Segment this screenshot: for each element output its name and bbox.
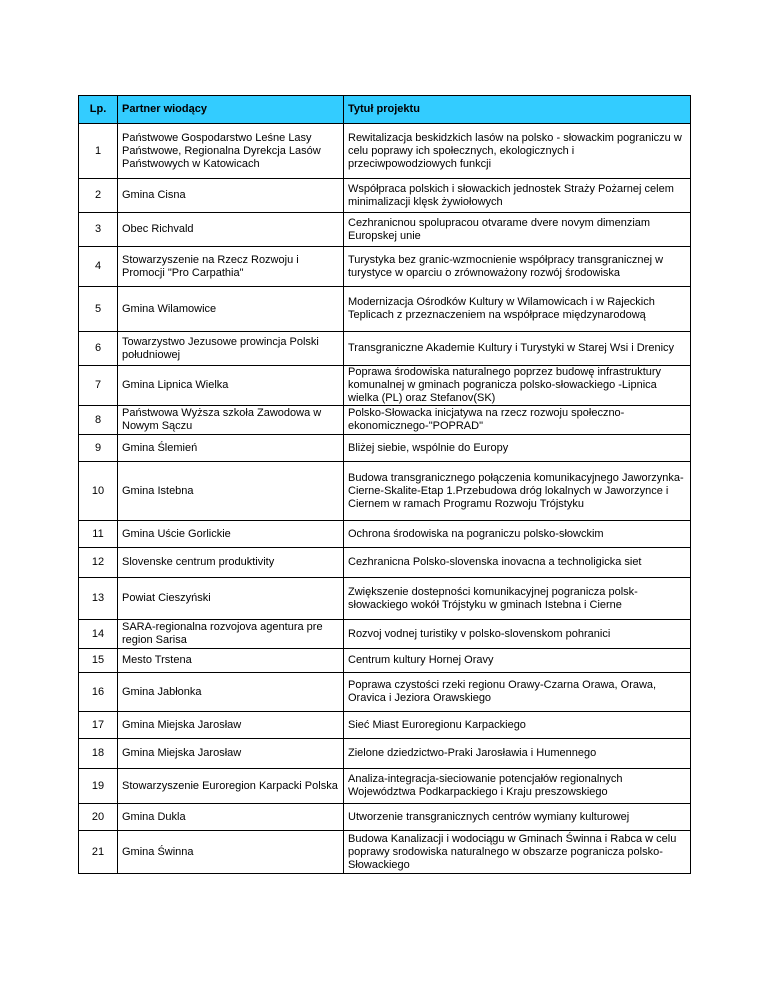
row-number: 6 — [79, 332, 118, 366]
project-title-cell: Cezhranicna Polsko-slovenska inovacna a technoligicka siet — [344, 548, 691, 578]
row-number: 20 — [79, 804, 118, 831]
row-number: 2 — [79, 179, 118, 213]
project-title-cell: Sieć Miast Euroregionu Karpackiego — [344, 712, 691, 739]
partner-cell: Towarzystwo Jezusowe prowincja Polski południowej — [118, 332, 344, 366]
partner-cell: Gmina Cisna — [118, 179, 344, 213]
table-row — [79, 332, 691, 366]
partner-cell: SARA-regionalna rozvojova agentura pre region Sarisa — [118, 620, 344, 649]
table-row — [79, 366, 691, 406]
table-row — [79, 769, 691, 804]
row-number: 17 — [79, 712, 118, 739]
row-number: 9 — [79, 435, 118, 462]
row-number: 10 — [79, 462, 118, 521]
project-title-cell: Polsko-Słowacka inicjatywa na rzecz rozwoju społeczno-ekonomicznego-"POPRAD" — [344, 406, 691, 435]
row-number: 13 — [79, 578, 118, 620]
row-number: 3 — [79, 213, 118, 247]
projects-table — [78, 95, 691, 874]
table-row — [79, 287, 691, 332]
table-row — [79, 462, 691, 521]
project-title-cell: Transgraniczne Akademie Kultury i Turystyki w Starej Wsi i Drenicy — [344, 332, 691, 366]
row-number: 15 — [79, 649, 118, 673]
partner-cell: Stowarzyszenie na Rzecz Rozwoju i Promocji "Pro Carpathia" — [118, 247, 344, 287]
table-row — [79, 831, 691, 874]
table-row — [79, 406, 691, 435]
table-row — [79, 213, 691, 247]
project-title-cell: Centrum kultury Hornej Oravy — [344, 649, 691, 673]
project-title-cell: Współpraca polskich i słowackich jednostek Straży Pożarnej celem minimalizacji klęsk żywiołowych — [344, 179, 691, 213]
header-row — [79, 96, 691, 124]
project-title-cell: Analiza-integracja-sieciowanie potencjałów regionalnych Województwa Podkarpackiego i Kraju preszowskiego — [344, 769, 691, 804]
project-title-cell: Poprawa środowiska naturalnego poprzez budowę infrastruktury komunalnej w gminach pogranicza polsko-słowackiego -Lipnica wielka (PL) oraz Stefanov(SK) — [344, 366, 691, 406]
project-title-cell: Zwiększenie dostepności komunikacyjnej pogranicza polsk-słowackiego wokół Trójstyku w gminach Istebna i Cierne — [344, 578, 691, 620]
header-lp: Lp. — [79, 96, 118, 124]
project-title-cell: Poprawa czystości rzeki regionu Orawy-Czarna Orawa, Orawa, Oravica i Jeziora Orawskiego — [344, 673, 691, 712]
row-number: 7 — [79, 366, 118, 406]
table-row — [79, 739, 691, 769]
partner-cell: Gmina Istebna — [118, 462, 344, 521]
project-title-cell: Budowa transgranicznego połączenia komunikacyjnego Jaworzynka-Cierne-Skalite-Etap 1.Przebudowa dróg lokalnych w Jaworzynce i Ciernem w ramach Programu Rozwoju Trójstyku — [344, 462, 691, 521]
row-number: 5 — [79, 287, 118, 332]
partner-cell: Państwowa Wyższa szkoła Zawodowa w Nowym Sączu — [118, 406, 344, 435]
partner-cell: Powiat Cieszyński — [118, 578, 344, 620]
project-title-cell: Utworzenie transgranicznych centrów wymiany kulturowej — [344, 804, 691, 831]
project-title-cell: Turystyka bez granic-wzmocnienie współpracy transgranicznej w turystyce w oparciu o zrównoważony rozwój środowiska — [344, 247, 691, 287]
project-title-cell: Rewitalizacja beskidzkich lasów na polsko - słowackim pograniczu w celu poprawy ich społecznych, ekologicznych i przeciwpowodziowych funkcji — [344, 124, 691, 179]
project-title-cell: Ochrona środowiska na pograniczu polsko-słowckim — [344, 521, 691, 548]
partner-cell: Gmina Dukla — [118, 804, 344, 831]
partner-cell: Slovenske centrum produktivity — [118, 548, 344, 578]
partner-cell: Gmina Jabłonka — [118, 673, 344, 712]
row-number: 11 — [79, 521, 118, 548]
table-row — [79, 247, 691, 287]
row-number: 14 — [79, 620, 118, 649]
project-title-cell: Rozvoj vodnej turistiky v polsko-slovenskom pohranici — [344, 620, 691, 649]
project-title-cell: Modernizacja Ośrodków Kultury w Wilamowicach i w Rajeckich Teplicach z przeznaczeniem na współprace międzynarodową — [344, 287, 691, 332]
partner-cell: Gmina Świnna — [118, 831, 344, 874]
partner-cell: Mesto Trstena — [118, 649, 344, 673]
table-row — [79, 649, 691, 673]
partner-cell: Gmina Lipnica Wielka — [118, 366, 344, 406]
table-row — [79, 548, 691, 578]
partner-cell: Gmina Miejska Jarosław — [118, 739, 344, 769]
table-row — [79, 124, 691, 179]
partner-cell: Gmina Wilamowice — [118, 287, 344, 332]
row-number: 18 — [79, 739, 118, 769]
partner-cell: Obec Richvald — [118, 213, 344, 247]
table-row — [79, 712, 691, 739]
table-row — [79, 179, 691, 213]
partner-cell: Państwowe Gospodarstwo Leśne Lasy Państwowe, Regionalna Dyrekcja Lasów Państwowych w Katowicach — [118, 124, 344, 179]
row-number: 1 — [79, 124, 118, 179]
table-row — [79, 620, 691, 649]
row-number: 19 — [79, 769, 118, 804]
project-title-cell: Budowa Kanalizacji i wodociągu w Gminach Świnna i Rabca w celu poprawy srodowiska naturalnego w obszarze pogranicza polsko-Słowackiego — [344, 831, 691, 874]
partner-cell: Stowarzyszenie Euroregion Karpacki Polska — [118, 769, 344, 804]
project-title-cell: Cezhranicnou spolupracou otvarame dvere novym dimenziam Europskej unie — [344, 213, 691, 247]
header-partner: Partner wiodący — [118, 96, 344, 124]
row-number: 21 — [79, 831, 118, 874]
table-row — [79, 435, 691, 462]
table-body — [79, 124, 691, 874]
row-number: 12 — [79, 548, 118, 578]
partner-cell: Gmina Ślemień — [118, 435, 344, 462]
table-row — [79, 578, 691, 620]
row-number: 8 — [79, 406, 118, 435]
partner-cell: Gmina Uście Gorlickie — [118, 521, 344, 548]
partner-cell: Gmina Miejska Jarosław — [118, 712, 344, 739]
row-number: 16 — [79, 673, 118, 712]
header-title: Tytuł projektu — [344, 96, 691, 124]
project-title-cell: Zielone dziedzictwo-Praki Jarosławia i Humennego — [344, 739, 691, 769]
row-number: 4 — [79, 247, 118, 287]
table-row — [79, 673, 691, 712]
table-row — [79, 804, 691, 831]
project-title-cell: Bliżej siebie, wspólnie do Europy — [344, 435, 691, 462]
table-row — [79, 521, 691, 548]
